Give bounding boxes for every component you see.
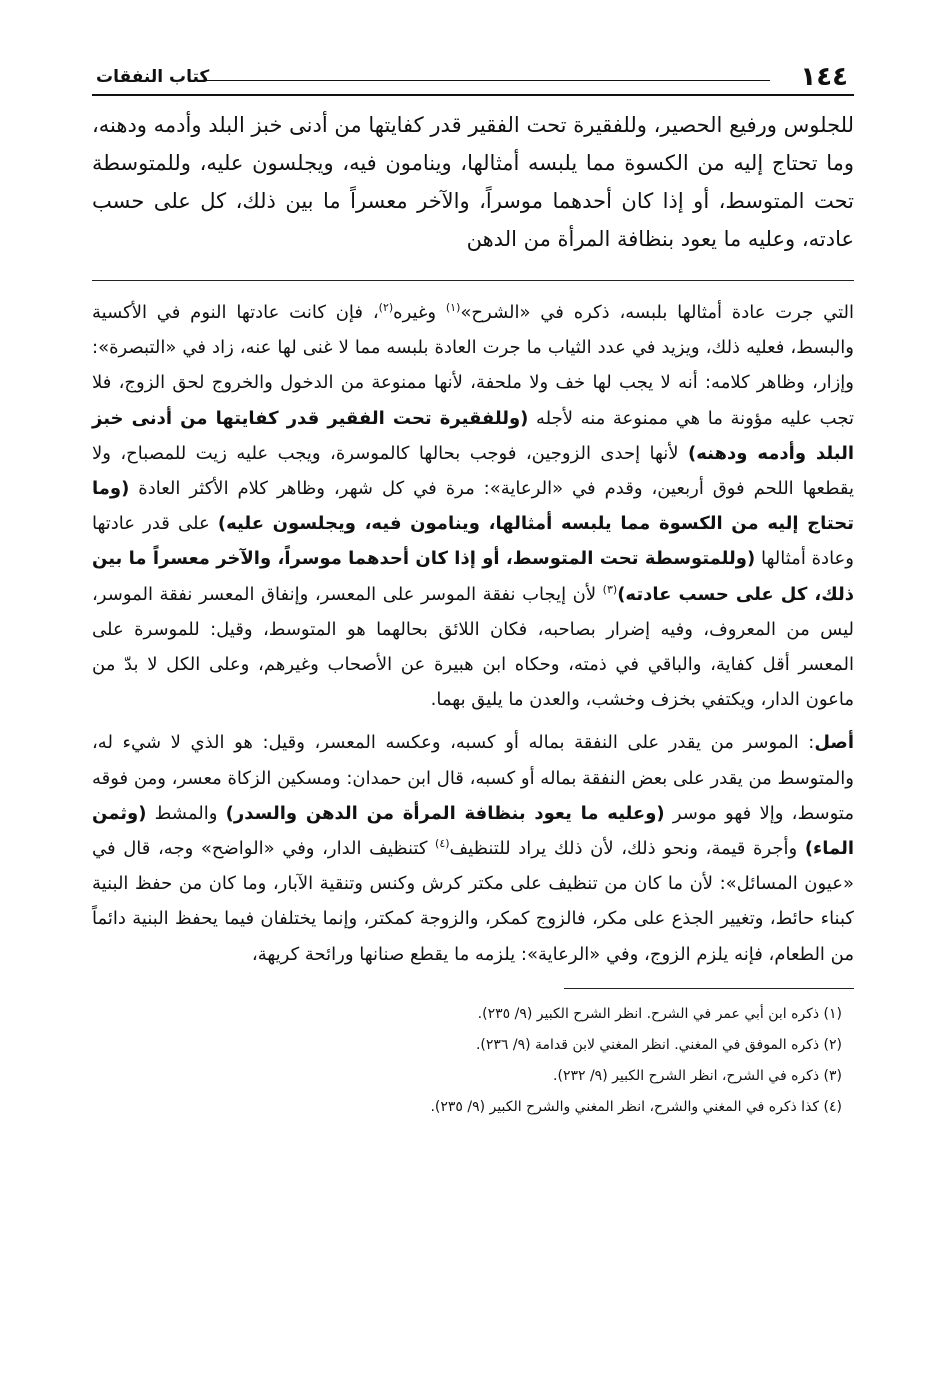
- commentary-paragraph: [92, 295, 854, 717]
- main-text-separator: [92, 280, 854, 281]
- page-number: ١٤٤: [800, 62, 848, 92]
- footnote-separator: [564, 988, 854, 989]
- footnote-ref: (٢): [378, 301, 394, 314]
- text-segment: وغيره: [393, 302, 446, 323]
- footnote-item: (٣) ذكره في الشرح، انظر الشرح الكبير (٩/ ٢٣٢).: [553, 1067, 842, 1084]
- footnotes: [92, 999, 854, 1123]
- book-title: كتاب النفقات: [96, 67, 210, 87]
- text-segment: على قدر عادتها وعادة أمثالها: [92, 513, 854, 570]
- text-segment: كتنظيف الدار، وفي «الواضح» وجه، قال في «عيون المسائل»: لأن ما كان من تنظيف على مكتر كرش وكنس وتنقية الآبار، وما كان من حفظ البنية كبناء حائط، وتغيير الجذع على مكر، فالزوج كمكر، والزوجة كمكتر، وإنما يختلفان فيما يحفظ البنية دائماً من الطعام، فإنه يلزم الزوج، وفي «الرعاية»: يلزمه ما يقطع صنانها ورائحة كريهة،: [92, 838, 854, 965]
- text-segment: التي جرت عادة أمثالها بلبسه، ذكره في «الشرح»: [460, 302, 854, 323]
- text-segment: والمشط: [146, 802, 226, 824]
- text-segment: لأن إيجاب نفقة الموسر على المعسر، وإنفاق المعسر نفقة الموسر، ليس من المعروف، وفيه إضرار بصاحبه، فكان اللائق بحالهما هو المتوسط، وقيل: للموسرة على المعسر أقل كفاية، والباقي في ذمته، وحكاه ابن هبيرة عن الأصحاب وغيرهم، وعلى الكل لا بدّ من ماعون الدار، ويكتفي بخزف وخشب، والعدن ما يليق بهما.: [92, 583, 854, 711]
- footnote-item: (٤) كذا ذكره في المغني والشرح، انظر المغني والشرح الكبير (٩/ ٢٣٥).: [430, 1098, 842, 1115]
- main-text: للجلوس ورفيع الحصير، وللفقيرة تحت الفقير قدر كفايتها من أدنى خبز البلد وأدمه ودهنه، وما تحتاج إليه من الكسوة مما يلبسه أمثالها، وينامون فيه، ويجلسون عليه، وللمتوسطة تحت المتوسط، أو إذا كان أحدهما موسراً، والآخر معسراً ما بين ذلك، كل على حسب عادته، وعليه ما يعود بنظافة المرأة من الدهن: [92, 113, 854, 251]
- footnote-item: (١) ذكره ابن أبي عمر في الشرح. انظر الشرح الكبير (٩/ ٢٣٥).: [477, 1005, 842, 1022]
- header-rule: [192, 80, 770, 81]
- text-segment: لأنها إحدى الزوجين، فوجب بحالها كالموسرة، ويجب عليه زيت للمصباح، ولا يقطعها اللحم فوق أربعين، وقدم في «الرعاية»: مرة في كل شهر، وظاهر كلام الأكثر العادة: [92, 442, 854, 500]
- quoted-matn: (وعليه ما يعود بنظافة المرأة من الدهن والسدر): [225, 802, 665, 824]
- page-header: [92, 58, 854, 96]
- footnote-ref: (٣): [602, 582, 618, 596]
- commentary: [92, 295, 854, 972]
- commentary-paragraph: [92, 725, 854, 971]
- quoted-matn: (وما تحتاج إليه من الكسوة مما يلبسه أمثالها، وينامون فيه، ويجلسون عليه): [92, 478, 854, 535]
- book-page: [92, 58, 854, 1348]
- footnote-item: (٢) ذكره الموفق في المغني. انظر المغني لابن قدامة (٩/ ٢٣٦).: [475, 1036, 842, 1053]
- footnote-ref: (١): [445, 301, 461, 314]
- text-segment: وأجرة قيمة، ونحو ذلك، لأن ذلك يراد للتنظيف: [449, 838, 805, 860]
- text-segment: : الموسر من يقدر على النفقة بماله أو كسبه، وعكسه المعسر، وقيل: هو الذي لا شيء له، والمتوسط من يقدر على بعض النفقة بماله أو كسبه، قال ابن حمدان: ومسكين الزكاة معسر، ومن فوقه متوسط، وإلا فهو موسر: [92, 732, 854, 824]
- quoted-matn: (وللمتوسطة تحت المتوسط، أو إذا كان أحدهما موسراً، والآخر معسراً ما بين ذلك، كل على حسب عادته): [92, 548, 854, 605]
- text-segment: ، فإن كانت عادتها النوم في الأكسية والبسط، فعليه ذلك، ويزيد في عدد الثياب ما جرت العادة بلبسه مما لا غنى لها عنه، زاد في «التبصرة»: وإزار، وظاهر كلامه: أنه لا يجب لها خف ولا ملحفة، لأنها ممنوعة من الدخول والخروج لحق الزوج، فلا تجب عليه مؤونة ما هي ممنوعة منه لأجله: [92, 302, 854, 429]
- quoted-matn: (وثمن الماء): [92, 802, 854, 860]
- footnote-ref: (٤): [435, 837, 450, 851]
- section-term: أصل: [814, 732, 854, 754]
- quoted-matn: (وللفقيرة تحت الفقير قدر كفايتها من أدنى خبز البلد وأدمه ودهنه): [92, 407, 854, 464]
